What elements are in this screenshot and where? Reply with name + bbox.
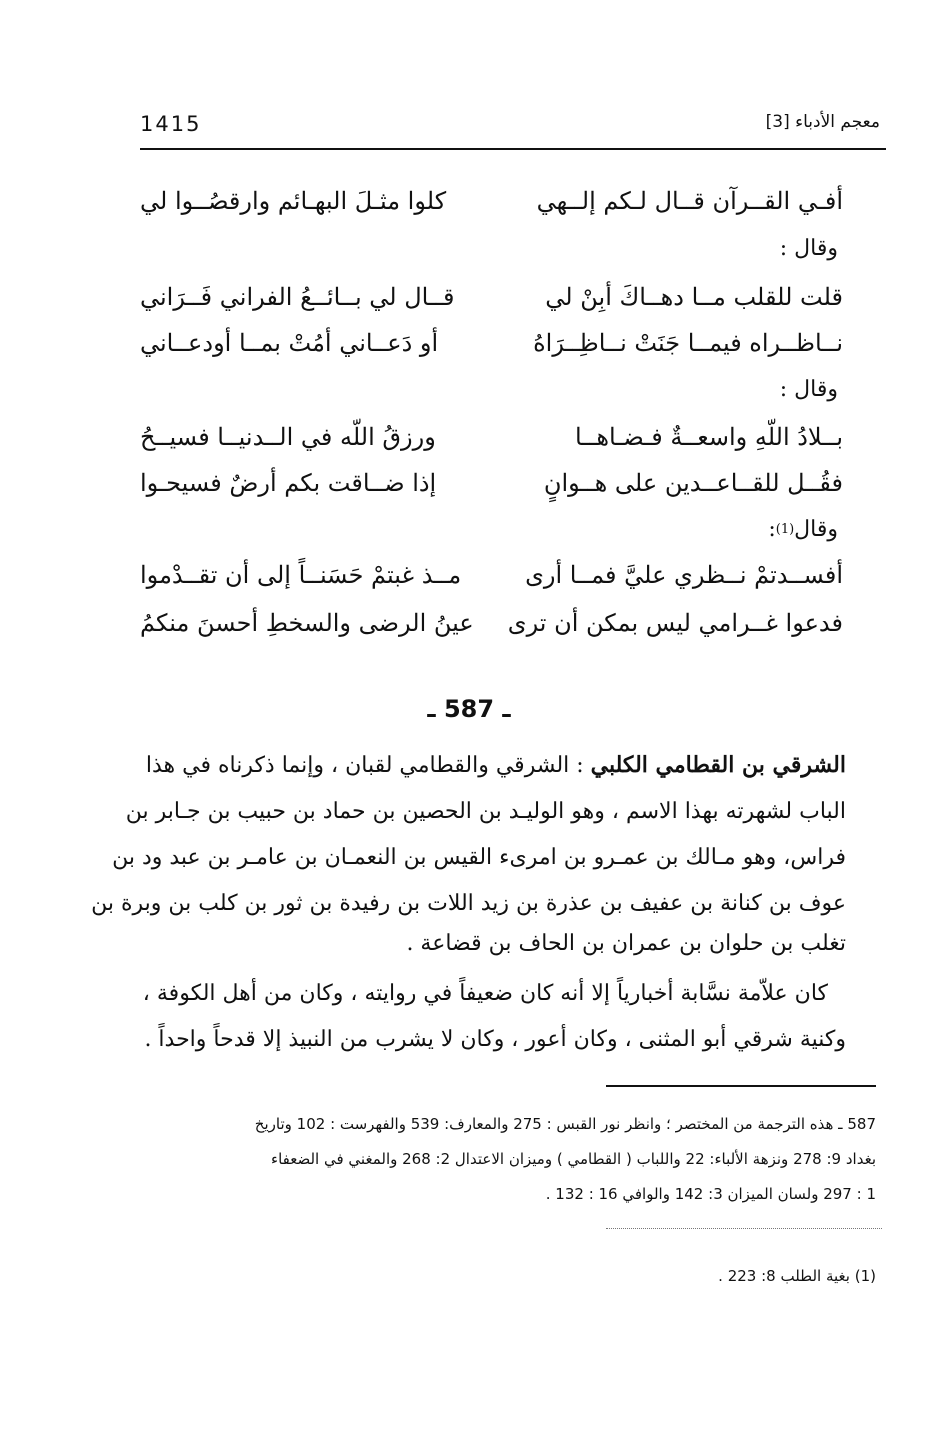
verse-first-hemistich: أفـي القــرآن قــال لـكم إلــهي [536, 187, 843, 215]
poem-intro-text: وقال [794, 516, 838, 542]
footnote-marker: (1) [775, 521, 795, 537]
poem-intro: وقال : [779, 376, 838, 402]
verse-first-hemistich: نــاظــراه فيمــا جَنَتْ نــاظِــرَاهُ [533, 329, 843, 357]
entry-number: ـ 587 ـ [427, 695, 511, 723]
verse-second-hemistich: كلوا مثـلَ البهـائم وارقصُــوا لي [140, 187, 447, 215]
body-line: عوف بن كنانة بن عفيف بن عذرة بن زيد اللات بن رفيدة بن ثور بن كلب بن وبرة بن [91, 890, 846, 916]
verse-second-hemistich: مــذ غبتمْ حَسَنــاً إلى أن تقــدْموا [140, 561, 462, 589]
body-line: وكنية شرقي أبو المثنى ، وكان أعور ، وكان لا يشرب من النبيذ إلا قدحاً واحداً . [144, 1026, 846, 1052]
verse-line [140, 552, 843, 598]
body-line [128, 742, 846, 788]
line-content [146, 752, 846, 778]
running-title: معجم الأدباء [3] [765, 112, 880, 132]
verse-first-hemistich: فدعوا غــرامي ليس بمكن أن ترى [507, 609, 843, 637]
verse-first-hemistich: بــلادُ اللّهِ واسعــةٌ فـضـاهــا [575, 423, 843, 451]
verse-line [140, 274, 843, 320]
footnote-line: 587 ـ هذه الترجمة من المختصر ؛ وانظر نور القبس : 275 والمعارف: 539 والفهرست : 102 وتاريخ [254, 1115, 876, 1133]
body-line: كان علاّمة نسَّابة أخبارياً إلا أنه كان ضعيفاً في روايته ، وكان من أهل الكوفة ، [142, 980, 828, 1006]
page-number: 1415 [140, 112, 202, 136]
verse-second-hemistich: عينُ الرضى والسخطِ أحسنَ منكمُ [140, 609, 474, 637]
entry-text: : الشرقي والقطامي لقبان ، وإنما ذكرناه في هذا [145, 753, 591, 778]
verse-first-hemistich: فقُــل للقــاعــدين على هــوانٍ [543, 469, 843, 497]
poem-intro-suffix: : [768, 516, 776, 542]
verse-second-hemistich: قــال لي بــائــعُ الفراني فَــرَاني [140, 283, 455, 311]
footnote-note: (1) بغية الطلب 8: 223 . [718, 1267, 876, 1285]
footnote-separator [606, 1228, 882, 1229]
verse-second-hemistich: إذا ضــاقت بكم أرضٌ فسيحـوا [140, 469, 437, 497]
verse-first-hemistich: أفســدتمْ نــظري عليَّ فمــا أرى [525, 561, 843, 589]
poem-intro: وقال : [779, 235, 838, 261]
entry-name: الشرقي بن القطامي الكلبي [590, 752, 846, 778]
verse-line [140, 320, 843, 366]
verse-line [140, 460, 843, 506]
poem-intro [768, 506, 838, 552]
footnote-line: 1 : 297 ولسان الميزان 3: 142 والوافي 16 : 132 . [545, 1185, 876, 1203]
body-line: تغلب بن حلوان بن عمران بن الحاف بن قضاعة . [406, 930, 846, 956]
body-line: فراس، وهو مـالك بن عمـرو بن امرىء القيس بن النعمـان بن عامـر بن عبد ود بن [112, 844, 846, 870]
verse-second-hemistich: أو دَعــاني أمُتْ بمــا أودعــاني [140, 329, 439, 357]
footnote-line: بغداد 9: 278 ونزهة الألباء: 22 واللباب ( القطامي ) وميزان الاعتدال 2: 268 والمغني في الضعفاء [271, 1150, 876, 1168]
verse-line [140, 178, 843, 224]
body-line: الباب لشهرته بهذا الاسم ، وهو الوليـد بن الحصين بن حماد بن حبيب بن جـابر بن [125, 798, 846, 824]
footnote-rule [606, 1085, 876, 1087]
verse-first-hemistich: قلت للقلب مــا دهــاكَ أبِنْ لي [545, 283, 843, 311]
verse-line [140, 414, 843, 460]
header-rule [140, 148, 886, 150]
verse-line [140, 600, 843, 646]
verse-second-hemistich: ورزقُ اللّه في الــدنيــا فسيــحُ [140, 423, 436, 451]
